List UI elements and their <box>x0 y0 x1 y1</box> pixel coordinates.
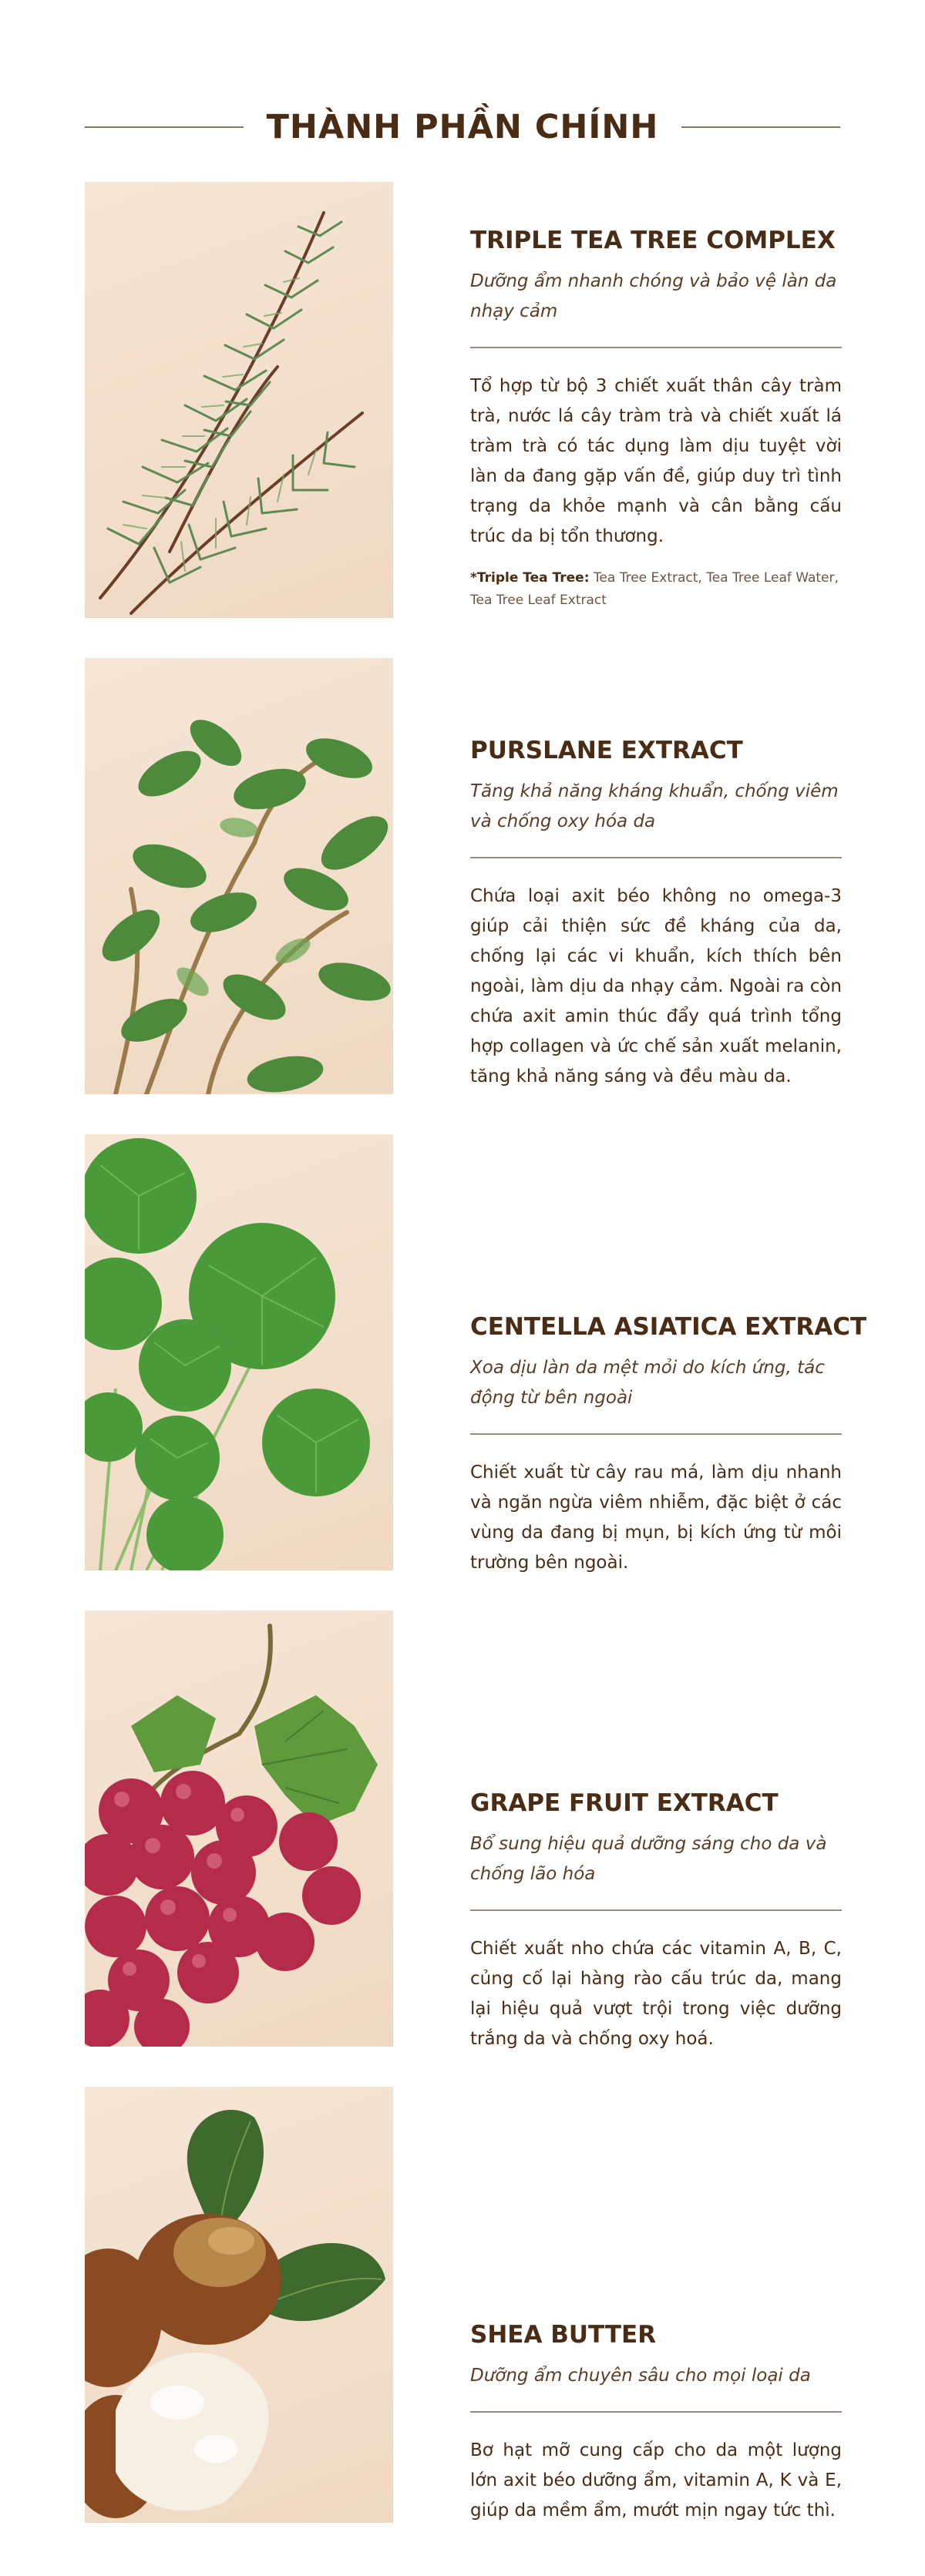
shea-nuts-image <box>85 2087 393 2523</box>
ingredient-description: Chiết xuất từ cây rau má, làm dịu nhanh và ngăn ngừa viêm nhiễm, đặc biệt ở các vùng da đang bị mụn, bị kích ứng từ môi trường bên ngoài. <box>470 1463 842 1573</box>
shea-illustration <box>85 2087 393 2523</box>
purslane-illustration <box>85 658 393 1094</box>
ingredient-text <box>470 1788 842 2054</box>
ingredient-description: Bơ hạt mỡ cung cấp cho da một lượng lớn axit béo dưỡng ẩm, vitamin A, K và E, giúp da mềm ẩm, mướt mịn ngay tức thì. <box>470 2440 842 2521</box>
ingredient-tagline: Dưỡng ẩm nhanh chóng và bảo vệ làn da nhạy cảm <box>470 271 837 321</box>
ingredient-shea-butter <box>85 2087 848 2523</box>
ingredient-divider <box>470 347 842 348</box>
ingredient-grape <box>85 1610 848 2047</box>
header-rule-right <box>681 126 840 128</box>
grape-illustration <box>85 1610 393 2047</box>
ingredient-text <box>470 735 842 1092</box>
ingredient-tagline: Tăng khả năng kháng khuẩn, chống viêm và chống oxy hóa da <box>470 781 839 831</box>
purslane-plant-image <box>85 658 393 1094</box>
ingredient-title: CENTELLA ASIATICA EXTRACT <box>470 1313 867 1341</box>
section-header <box>85 92 840 162</box>
header-rule-left <box>85 126 244 128</box>
tea-tree-illustration <box>85 182 393 618</box>
ingredient-title: SHEA BUTTER <box>470 2321 657 2349</box>
ingredient-tagline: Bổ sung hiệu quả dưỡng sáng cho da và chống lão hóa <box>470 1834 827 1884</box>
ingredient-tea-tree <box>85 182 848 618</box>
ingredient-divider <box>470 857 842 858</box>
ingredient-title: GRAPE FRUIT EXTRACT <box>470 1789 779 1817</box>
ingredient-tagline: Dưỡng ẩm chuyên sâu cho mọi loại da <box>470 2366 811 2386</box>
ingredient-divider <box>470 1909 842 1911</box>
ingredient-divider <box>470 2411 842 2413</box>
ingredient-text <box>470 2319 842 2526</box>
tea-tree-branch-image <box>85 182 393 618</box>
ingredient-centella <box>85 1134 867 1573</box>
ingredient-purslane <box>85 658 848 1094</box>
grape-bunch-image <box>85 1610 393 2047</box>
ingredient-text <box>470 225 842 612</box>
centella-illustration <box>85 1134 393 1570</box>
ingredient-note <box>470 567 842 612</box>
note-text: Tea Tree Extract, Tea Tree Leaf Water, Tea Tree Leaf Extract <box>470 570 839 608</box>
note-label: *Triple Tea Tree: <box>470 570 590 586</box>
ingredient-title: PURSLANE EXTRACT <box>470 737 743 764</box>
page-title: THÀNH PHẦN CHÍNH <box>266 108 659 146</box>
ingredient-description: Chứa loại axit béo không no omega-3 giúp cải thiện sức đề kháng của da, chống lại các vi khuẩn, kích thích bên ngoài, làm dịu da nhạy cảm. Ngoài ra còn chứa axit amin thúc đẩy quá trình tổng hợp collagen và ức chế sản xuất melanin, tăng khả năng sáng và đều màu da. <box>470 886 842 1086</box>
centella-leaves-image <box>85 1134 393 1570</box>
ingredient-text <box>470 1312 867 1578</box>
ingredient-title: TRIPLE TEA TREE COMPLEX <box>470 227 836 254</box>
ingredient-description: Chiết xuất nho chứa các vitamin A, B, C, củng cố lại hàng rào cấu trúc da, mang lại hiệu quả vượt trội trong việc dưỡng trắng da và chống oxy hoá. <box>470 1939 842 2049</box>
ingredient-divider <box>470 1433 842 1435</box>
ingredient-tagline: Xoa dịu làn da mệt mỏi do kích ứng, tác động từ bên ngoài <box>470 1358 825 1408</box>
ingredient-description: Tổ hợp từ bộ 3 chiết xuất thân cây tràm trà, nước lá cây tràm trà và chiết xuất lá tràm trà có tác dụng làm dịu tuyệt vời làn da đang gặp vấn đề, giúp duy trì tình trạng da khỏe mạnh và cân bằng cấu trúc da bị tổn thương. <box>470 376 842 546</box>
